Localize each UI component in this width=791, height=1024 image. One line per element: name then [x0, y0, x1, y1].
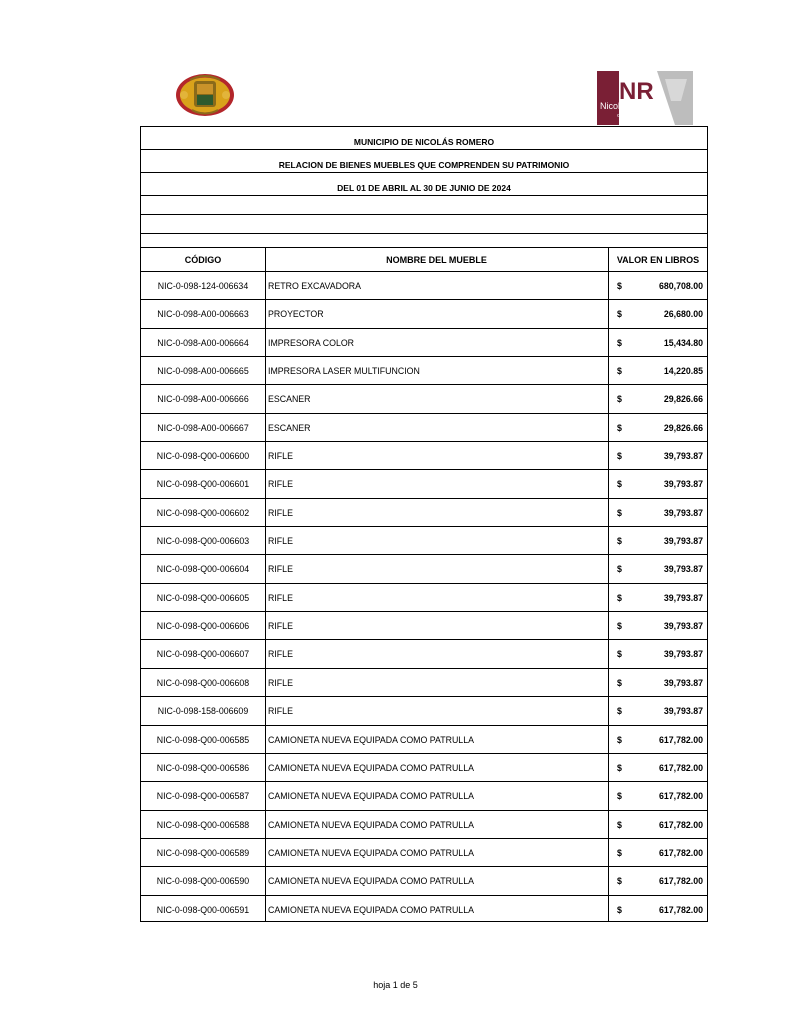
table-row: [141, 697, 707, 725]
cell-code: NIC-0-098-A00-006667: [157, 422, 249, 433]
table-row: [141, 329, 707, 357]
cell-code: NIC-0-098-124-006634: [157, 281, 249, 291]
cell-value: 617,782.00: [658, 734, 703, 745]
cell-currency: $: [617, 819, 622, 830]
cell-value: 39,793.87: [663, 621, 703, 632]
cell-name: RIFLE: [268, 507, 293, 518]
blank-row: [141, 196, 707, 215]
cell-value: 617,782.00: [658, 762, 703, 773]
cell-name: RIFLE: [268, 649, 293, 660]
cell-name: CAMIONETA NUEVA EQUIPADA COMO PATRULLA: [268, 819, 474, 830]
table-row: [141, 839, 707, 867]
cell-code: NIC-0-098-Q00-006603: [156, 536, 250, 547]
cell-code: NIC-0-098-Q00-006600: [156, 451, 250, 462]
cell-currency: $: [617, 536, 622, 547]
table-row: [141, 470, 707, 498]
nr-government-logo: [597, 71, 693, 125]
cell-currency: $: [617, 337, 622, 348]
cell-code: NIC-0-098-A00-006664: [157, 337, 249, 348]
cell-code: NIC-0-098-Q00-006591: [156, 904, 250, 915]
cell-code: NIC-0-098-158-006609: [157, 706, 249, 717]
table-row: [141, 811, 707, 839]
table-body: [141, 272, 707, 924]
cell-value: 39,793.87: [663, 507, 703, 518]
cell-currency: $: [617, 649, 622, 660]
cell-value: 617,782.00: [658, 819, 703, 830]
cell-name: IMPRESORA COLOR: [268, 337, 355, 348]
cell-currency: $: [617, 677, 622, 688]
table-row: [141, 640, 707, 668]
cell-currency: $: [617, 366, 622, 377]
table-row: [141, 584, 707, 612]
cell-currency: $: [617, 479, 622, 490]
cell-currency: $: [617, 422, 622, 433]
cell-name: RIFLE: [268, 479, 293, 490]
cell-value: 617,782.00: [658, 791, 703, 802]
cell-code: NIC-0-098-Q00-006589: [156, 847, 250, 858]
cell-name: CAMIONETA NUEVA EQUIPADA COMO PATRULLA: [268, 876, 474, 887]
table-row: [141, 782, 707, 810]
column-headers: [141, 248, 707, 272]
cell-value: 39,793.87: [663, 592, 703, 603]
cell-value: 617,782.00: [658, 847, 703, 858]
cell-name: RIFLE: [268, 564, 293, 575]
column-header-name: NOMBRE DEL MUEBLE: [386, 255, 487, 265]
logo-tag-text: Gobierno Municipal: [617, 113, 656, 118]
patrimony-table: [140, 126, 708, 922]
cell-currency: $: [617, 904, 622, 915]
cell-code: NIC-0-098-Q00-006602: [156, 507, 250, 518]
cell-value: 617,782.00: [658, 904, 703, 915]
cell-value: 39,793.87: [663, 677, 703, 688]
cell-currency: $: [617, 847, 622, 858]
table-row: [141, 272, 707, 300]
cell-code: NIC-0-098-A00-006663: [157, 309, 249, 320]
cell-name: CAMIONETA NUEVA EQUIPADA COMO PATRULLA: [268, 904, 474, 915]
logo-name-text: Nicolás Romero: [600, 101, 665, 111]
cell-value: 39,793.87: [663, 451, 703, 462]
cell-value: 26,680.00: [663, 309, 703, 320]
cell-currency: $: [617, 281, 622, 291]
cell-value: 39,793.87: [663, 479, 703, 490]
cell-code: NIC-0-098-Q00-006604: [156, 564, 250, 575]
cell-value: 14,220.85: [663, 366, 703, 377]
cell-value: 29,826.66: [663, 394, 703, 405]
cell-code: NIC-0-098-Q00-006590: [156, 876, 250, 887]
cell-value: 39,793.87: [663, 564, 703, 575]
cell-value: 617,782.00: [658, 876, 703, 887]
cell-code: NIC-0-098-Q00-006606: [156, 621, 250, 632]
cell-value: 15,434.80: [663, 337, 703, 348]
cell-name: RIFLE: [268, 536, 293, 547]
cell-currency: $: [617, 876, 622, 887]
municipality-title: MUNICIPIO DE NICOLÁS ROMERO: [141, 127, 707, 150]
table-row: [141, 385, 707, 413]
cell-code: NIC-0-098-Q00-006586: [156, 762, 250, 773]
cell-currency: $: [617, 309, 622, 320]
report-period: DEL 01 DE ABRIL AL 30 DE JUNIO DE 2024: [141, 173, 707, 196]
cell-name: ESCANER: [268, 394, 311, 405]
table-row: [141, 896, 707, 924]
page-number: hoja 1 de 5: [373, 980, 418, 990]
cell-currency: $: [617, 592, 622, 603]
table-row: [141, 612, 707, 640]
cell-name: IMPRESORA LASER MULTIFUNCION: [268, 366, 420, 377]
cell-name: ESCANER: [268, 422, 311, 433]
cell-currency: $: [617, 394, 622, 405]
cell-currency: $: [617, 564, 622, 575]
table-row: [141, 555, 707, 583]
cell-code: NIC-0-098-Q00-006605: [156, 592, 250, 603]
cell-code: NIC-0-098-Q00-006607: [156, 649, 250, 660]
cell-currency: $: [617, 734, 622, 745]
cell-name: CAMIONETA NUEVA EQUIPADA COMO PATRULLA: [268, 762, 474, 773]
cell-code: NIC-0-098-Q00-006587: [156, 791, 250, 802]
cell-name: CAMIONETA NUEVA EQUIPADA COMO PATRULLA: [268, 734, 474, 745]
blank-row: [141, 215, 707, 234]
cell-value: 39,793.87: [663, 649, 703, 660]
cell-name: RIFLE: [268, 592, 293, 603]
cell-code: NIC-0-098-A00-006665: [157, 366, 249, 377]
cell-name: RIFLE: [268, 677, 293, 688]
table-row: [141, 414, 707, 442]
blank-row: [141, 234, 707, 248]
coat-of-arms-logo: [174, 72, 236, 118]
logo-brand-text: NR: [619, 78, 654, 105]
table-row: [141, 527, 707, 555]
cell-name: CAMIONETA NUEVA EQUIPADA COMO PATRULLA: [268, 791, 474, 802]
cell-name: RIFLE: [268, 451, 293, 462]
column-header-code: CÓDIGO: [184, 255, 222, 265]
cell-currency: $: [617, 762, 622, 773]
table-row: [141, 754, 707, 782]
cell-value: 39,793.87: [663, 536, 703, 547]
report-title: RELACION DE BIENES MUEBLES QUE COMPRENDEN SU PATRIMONIO: [141, 150, 707, 173]
cell-currency: $: [617, 451, 622, 462]
table-row: [141, 669, 707, 697]
table-row: [141, 867, 707, 895]
cell-value: 39,793.87: [663, 706, 703, 717]
table-row: [141, 300, 707, 328]
table-row: [141, 726, 707, 754]
cell-code: NIC-0-098-Q00-006608: [156, 677, 250, 688]
table-row: [141, 499, 707, 527]
cell-code: NIC-0-098-Q00-006588: [156, 819, 250, 830]
table-row: [141, 357, 707, 385]
cell-name: RETRO EXCAVADORA: [268, 281, 362, 291]
cell-name: RIFLE: [268, 706, 293, 717]
cell-code: NIC-0-098-A00-006666: [157, 394, 249, 405]
cell-code: NIC-0-098-Q00-006601: [156, 479, 250, 490]
cell-value: 680,708.00: [658, 281, 703, 291]
cell-name: CAMIONETA NUEVA EQUIPADA COMO PATRULLA: [268, 847, 474, 858]
cell-currency: $: [617, 706, 622, 717]
cell-currency: $: [617, 621, 622, 632]
cell-code: NIC-0-098-Q00-006585: [156, 734, 250, 745]
cell-currency: $: [617, 791, 622, 802]
column-header-value: VALOR EN LIBROS: [616, 255, 700, 265]
logo-years-text: 2022-2024: [622, 119, 646, 125]
table-row: [141, 442, 707, 470]
cell-currency: $: [617, 507, 622, 518]
cell-value: 29,826.66: [663, 422, 703, 433]
cell-name: PROYECTOR: [268, 309, 324, 320]
cell-name: RIFLE: [268, 621, 293, 632]
